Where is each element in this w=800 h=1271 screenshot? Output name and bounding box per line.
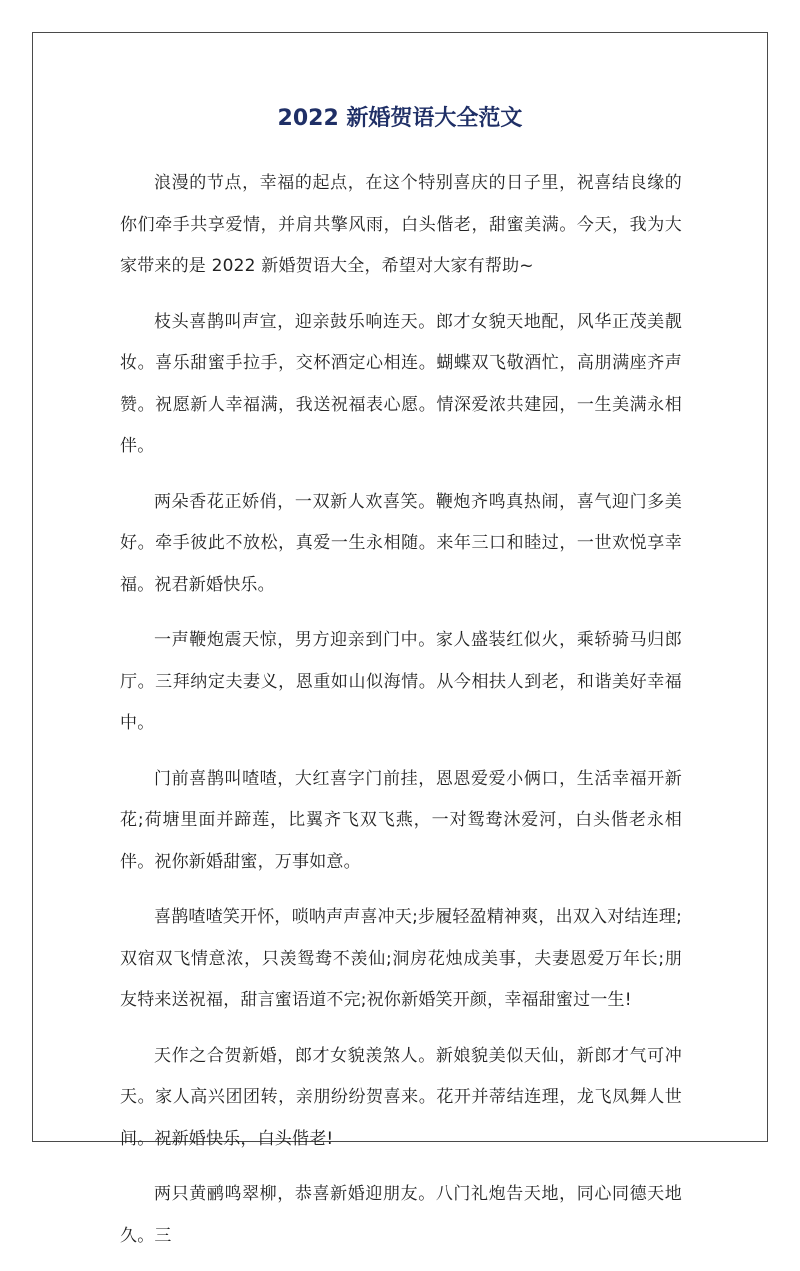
document-title: 2022 新婚贺语大全范文 [277,106,523,131]
paragraph-1: 浪漫的节点，幸福的起点，在这个特别喜庆的日子里，祝喜结良缘的你们牵手共享爱情，并肩共擎风雨，白头偕老，甜蜜美满。今天，我为大家带来的是 2022 新婚贺语大全，希望对大家有帮助~ [120,173,682,276]
paragraph-2: 枝头喜鹊叫声宣，迎亲鼓乐响连天。郎才女貌天地配，风华正茂美靓妆。喜乐甜蜜手拉手，交杯酒定心相连。蝴蝶双飞敬酒忙，高朋满座齐声赞。祝愿新人幸福满，我送祝福表心愿。情深爱浓共建园，一生美满永相伴。 [120,311,682,456]
paragraph-8: 两只黄鹂鸣翠柳，恭喜新婚迎朋友。八门礼炮告天地，同心同德天地久。三 [120,1184,682,1246]
paragraph-7: 天作之合贺新婚，郎才女貌羡煞人。新娘貌美似天仙，新郎才气可冲天。家人高兴团团转，亲朋纷纷贺喜来。花开并蒂结连理，龙飞凤舞人世间。祝新婚快乐，白头偕老! [120,1045,682,1149]
paragraph-5: 门前喜鹊叫喳喳，大红喜字门前挂，恩恩爱爱小俩口，生活幸福开新花;荷塘里面并蹄莲，比翼齐飞双飞燕，一对鸳鸯沐爱河，白头偕老永相伴。祝你新婚甜蜜，万事如意。 [120,768,682,872]
document-body [120,163,682,1271]
paragraph-4: 一声鞭炮震天惊，男方迎亲到门中。家人盛装红似火，乘轿骑马归郎厅。三拜纳定夫妻义，恩重如山似海情。从今相扶人到老，和谐美好幸福中。 [120,630,682,733]
paragraph-3: 两朵香花正娇俏，一双新人欢喜笑。鞭炮齐鸣真热闹，喜气迎门多美好。牵手彼此不放松，真爱一生永相随。来年三口和睦过，一世欢悦享幸福。祝君新婚快乐。 [120,491,682,595]
paragraph-6: 喜鹊喳喳笑开怀，唢呐声声喜冲天;步履轻盈精神爽，出双入对结连理;双宿双飞情意浓，只羡鸳鸯不羡仙;洞房花烛成美事，夫妻恩爱万年长;朋友特来送祝福，甜言蜜语道不完;祝你新婚笑开颜，幸福甜蜜过一生! [120,907,682,1010]
